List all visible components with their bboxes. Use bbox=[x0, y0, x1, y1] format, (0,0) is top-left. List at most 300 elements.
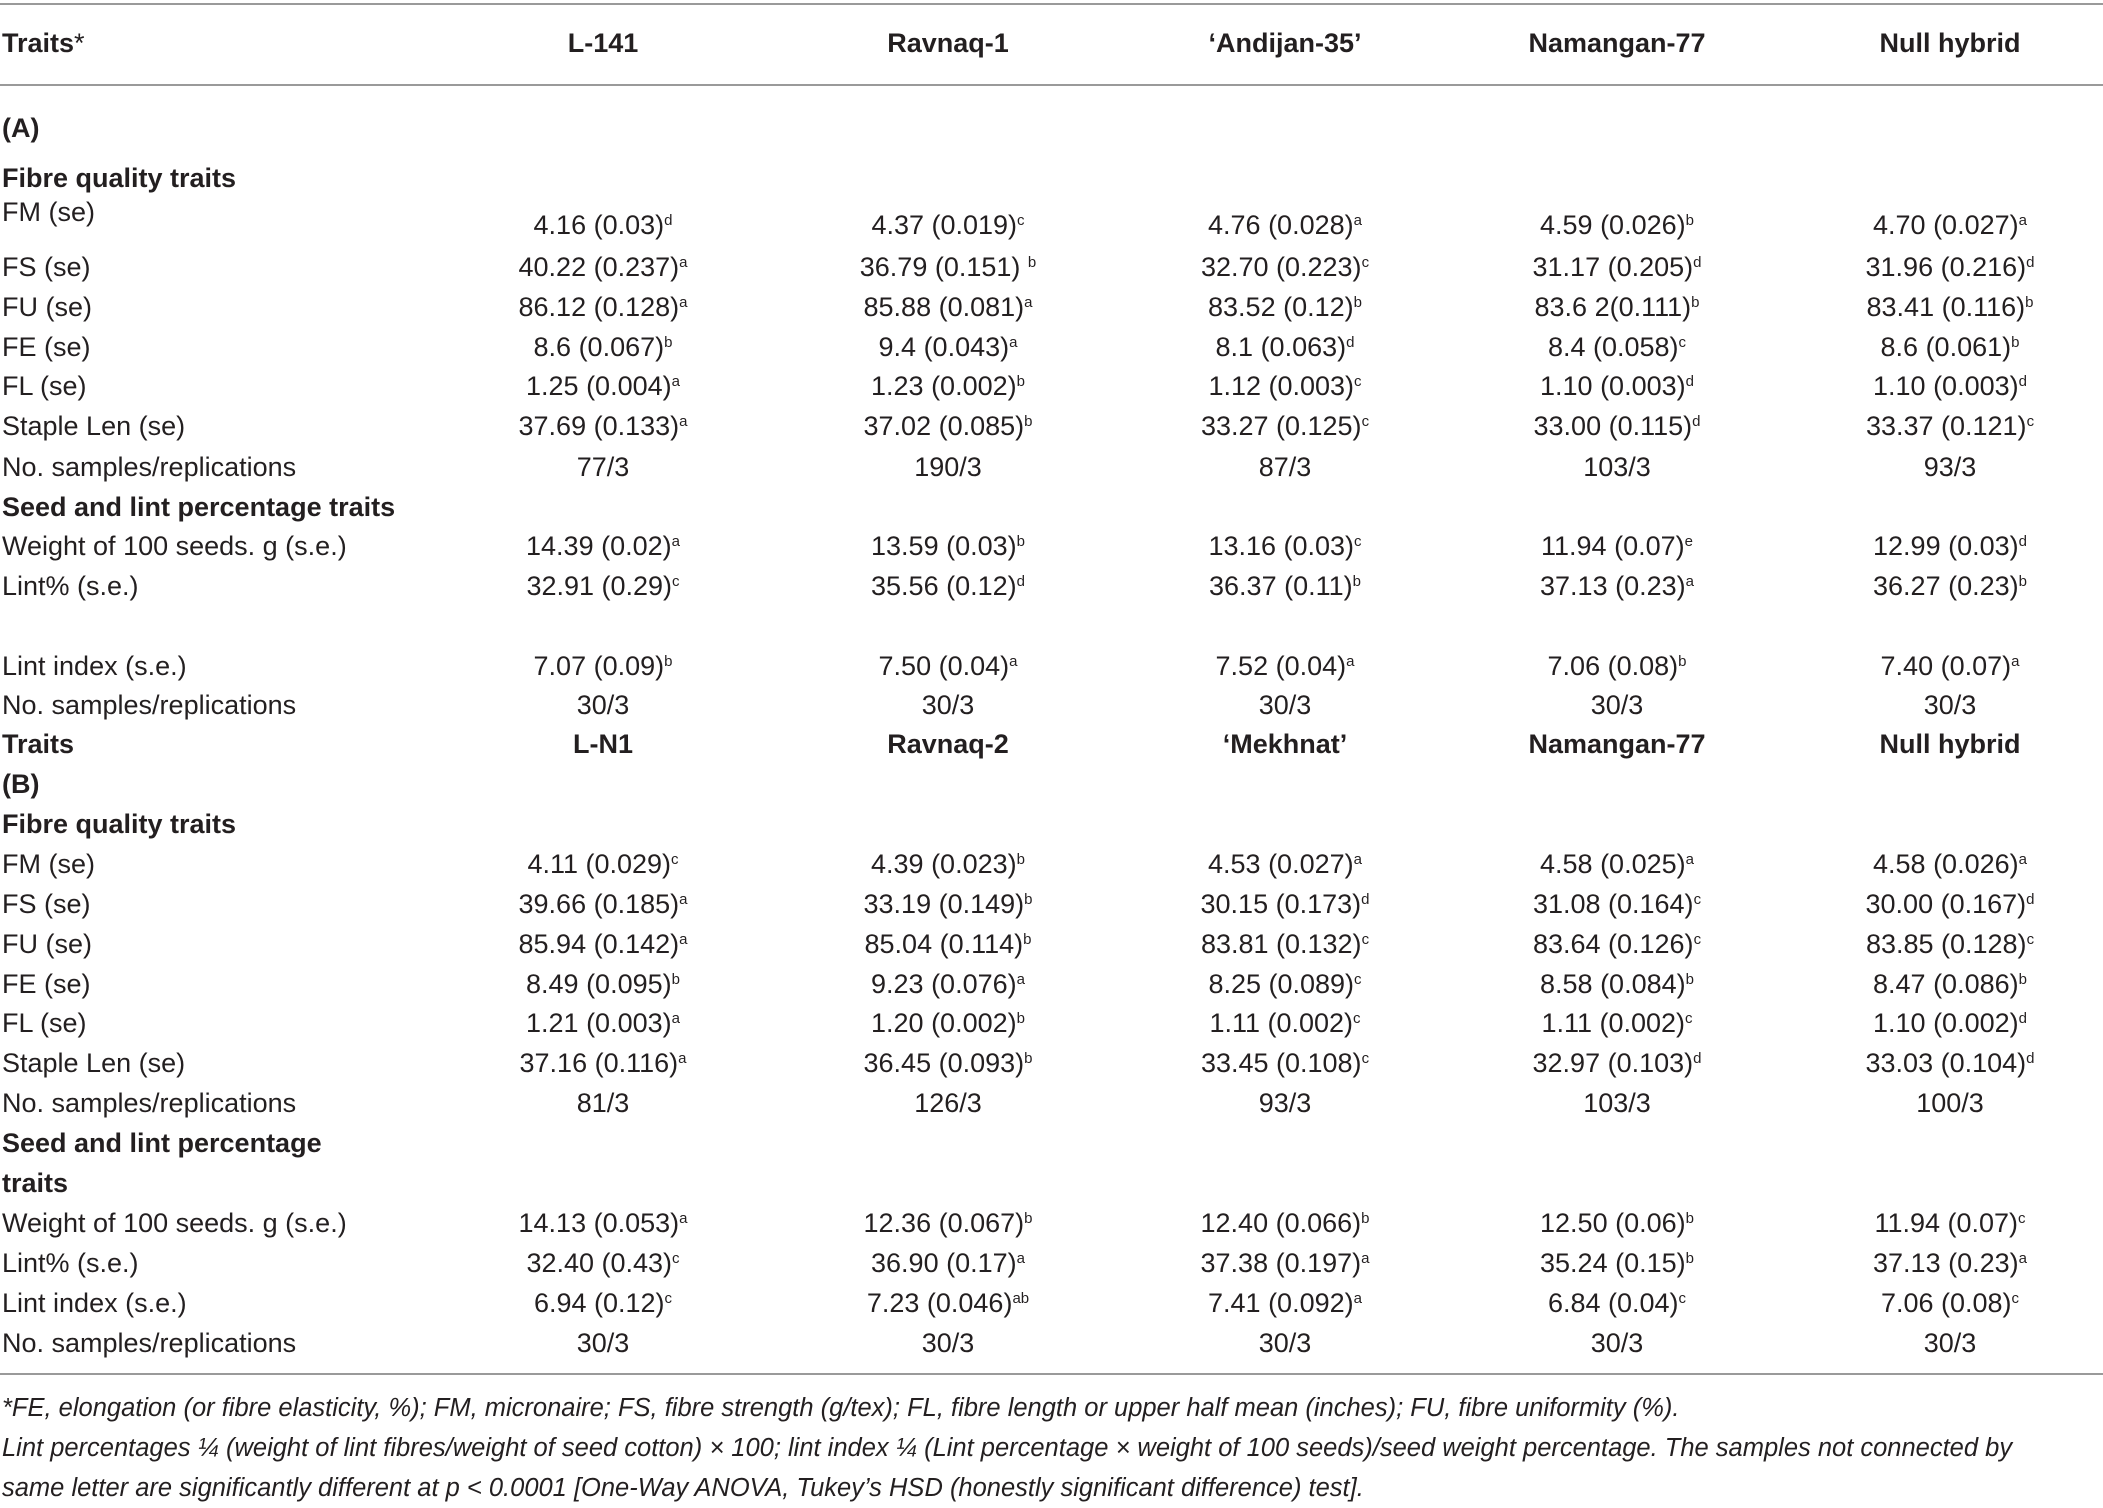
significance-letter: a bbox=[1353, 851, 1362, 868]
cell-value: 32.40 (0.43) bbox=[526, 1248, 673, 1278]
table-cell bbox=[1452, 252, 1782, 283]
table-cell bbox=[438, 1208, 768, 1239]
trait-label: FM (se) bbox=[2, 849, 95, 879]
table-cell bbox=[438, 1048, 768, 1079]
traits-header-text: Traits bbox=[2, 28, 75, 58]
significance-letter: d bbox=[2018, 533, 2027, 550]
table-cell bbox=[1120, 1248, 1450, 1279]
column-header: Namangan-77 bbox=[1528, 729, 1706, 759]
seed-lint-label-continued: traits bbox=[2, 1168, 69, 1198]
significance-letter: b bbox=[1685, 212, 1694, 229]
significance-letter: b bbox=[1023, 931, 1032, 948]
cell-value: 37.16 (0.116) bbox=[519, 1048, 679, 1078]
trait-label: Lint index (s.e.) bbox=[2, 651, 187, 681]
cell-value: 35.24 (0.15) bbox=[1540, 1248, 1686, 1278]
cell-value: 100/3 bbox=[1916, 1088, 1984, 1118]
table-cell bbox=[783, 1288, 1113, 1319]
trait-label: FL (se) bbox=[2, 371, 87, 401]
cell-value: 7.40 (0.07) bbox=[1880, 651, 2012, 681]
trait-label: No. samples/replications bbox=[2, 690, 297, 720]
trait-label: Staple Len (se) bbox=[2, 1048, 186, 1078]
table-cell bbox=[1452, 332, 1782, 363]
cell-value: 4.16 (0.03) bbox=[533, 210, 665, 240]
table-cell bbox=[438, 651, 768, 682]
significance-letter: b bbox=[1016, 851, 1025, 868]
top-rule bbox=[0, 3, 2103, 5]
column-header: Ravnaq-1 bbox=[887, 28, 1009, 58]
significance-letter: b bbox=[1016, 533, 1025, 550]
significance-letter: a bbox=[1685, 573, 1694, 590]
significance-letter: c bbox=[1354, 533, 1362, 550]
cell-value: 30/3 bbox=[1258, 690, 1312, 720]
significance-letter: a bbox=[679, 254, 688, 271]
cell-value: 81/3 bbox=[576, 1088, 630, 1118]
table-cell bbox=[1785, 371, 2103, 402]
table-cell bbox=[1452, 1288, 1782, 1319]
significance-letter: a bbox=[1016, 1250, 1025, 1267]
significance-letter: b bbox=[1024, 1210, 1033, 1227]
cell-value: 9.4 (0.043) bbox=[878, 332, 1010, 362]
trait-label: No. samples/replications bbox=[2, 452, 297, 482]
traits-header-text: Traits bbox=[2, 729, 75, 759]
traits-header bbox=[2, 28, 85, 59]
significance-letter: b bbox=[2011, 334, 2020, 351]
significance-letter: c bbox=[1361, 931, 1370, 948]
significance-letter: b bbox=[1027, 254, 1037, 271]
table-cell bbox=[1120, 969, 1450, 1000]
table-cell bbox=[1120, 292, 1450, 323]
table-row bbox=[0, 1004, 2103, 1044]
table-cell bbox=[1452, 210, 1782, 241]
cell-value: 36.90 (0.17) bbox=[871, 1248, 1017, 1278]
table-cell bbox=[783, 292, 1113, 323]
significance-letter: a bbox=[2018, 212, 2027, 229]
table-cell bbox=[1120, 210, 1450, 241]
fibre-quality-label: Fibre quality traits bbox=[2, 163, 237, 193]
section-label-row bbox=[0, 109, 2103, 149]
cell-value: 30/3 bbox=[1590, 1328, 1644, 1358]
table-cell bbox=[1120, 252, 1450, 283]
table-cell bbox=[1452, 452, 1782, 483]
table-cell bbox=[438, 411, 768, 442]
table-cell bbox=[783, 210, 1113, 241]
cell-value: 1.23 (0.002) bbox=[871, 371, 1017, 401]
trait-label: FM (se) bbox=[2, 197, 95, 227]
table-cell bbox=[438, 1328, 768, 1359]
significance-letter: b bbox=[1353, 294, 1362, 311]
table-row bbox=[0, 1244, 2103, 1284]
significance-letter: d bbox=[1361, 891, 1370, 908]
table-row bbox=[0, 448, 2103, 488]
table-row bbox=[0, 248, 2103, 288]
cell-value: 32.91 (0.29) bbox=[526, 571, 673, 601]
cell-value: 37.38 (0.197) bbox=[1200, 1248, 1362, 1278]
cell-value: 83.6 2(0.111) bbox=[1534, 292, 1692, 322]
table-row bbox=[0, 885, 2103, 925]
group-label-row bbox=[0, 159, 2103, 199]
table-cell bbox=[1452, 1208, 1782, 1239]
significance-letter: c bbox=[1354, 373, 1362, 390]
table-cell bbox=[1785, 1088, 2103, 1119]
cell-value: 83.64 (0.126) bbox=[1532, 929, 1694, 959]
table-cell bbox=[1785, 531, 2103, 562]
header-rule bbox=[0, 84, 2103, 86]
table-cell bbox=[1120, 651, 1450, 682]
table-row bbox=[0, 1204, 2103, 1244]
table-cell bbox=[1452, 1328, 1782, 1359]
cell-value: 7.23 (0.046) bbox=[866, 1288, 1013, 1318]
significance-letter: c bbox=[1017, 212, 1025, 229]
cell-value: 31.08 (0.164) bbox=[1532, 889, 1694, 919]
cell-value: 7.07 (0.09) bbox=[533, 651, 665, 681]
table-cell bbox=[438, 1248, 768, 1279]
significance-letter: a bbox=[1009, 653, 1018, 670]
significance-letter: a bbox=[1024, 294, 1033, 311]
trait-label: Lint% (s.e.) bbox=[2, 571, 139, 601]
table-cell bbox=[1785, 889, 2103, 920]
section-b-label: (B) bbox=[2, 769, 40, 799]
column-header: Null hybrid bbox=[1879, 729, 2021, 759]
table-cell bbox=[1120, 849, 1450, 880]
table-row bbox=[0, 407, 2103, 447]
significance-letter: c bbox=[1353, 1010, 1361, 1027]
trait-label: FU (se) bbox=[2, 292, 92, 322]
table-cell bbox=[1452, 889, 1782, 920]
table-cell bbox=[1452, 1048, 1782, 1079]
cell-value: 4.58 (0.026) bbox=[1873, 849, 2019, 879]
table-cell bbox=[1452, 969, 1782, 1000]
table-cell bbox=[1120, 531, 1450, 562]
table-cell bbox=[783, 929, 1113, 960]
significance-letter: c bbox=[672, 1250, 680, 1267]
cell-value: 30.00 (0.167) bbox=[1865, 889, 2027, 919]
table-cell bbox=[438, 332, 768, 363]
table-row bbox=[0, 845, 2103, 885]
table-cell bbox=[1785, 332, 2103, 363]
table-cell bbox=[1785, 969, 2103, 1000]
significance-letter: c bbox=[1678, 1290, 1687, 1307]
table-cell bbox=[783, 1088, 1113, 1119]
cell-value: 31.96 (0.216) bbox=[1865, 252, 2027, 282]
cell-value: 13.59 (0.03) bbox=[871, 531, 1017, 561]
cell-value: 4.11 (0.029) bbox=[527, 849, 672, 879]
table-row bbox=[0, 567, 2103, 607]
trait-label: Lint% (s.e.) bbox=[2, 1248, 139, 1278]
trait-label: Staple Len (se) bbox=[2, 411, 186, 441]
cell-value: 85.88 (0.081) bbox=[863, 292, 1025, 322]
bottom-rule bbox=[0, 1373, 2103, 1375]
table-cell bbox=[783, 1328, 1113, 1359]
table-cell bbox=[1120, 371, 1450, 402]
cell-value: 12.50 (0.06) bbox=[1540, 1208, 1686, 1238]
cell-value: 33.27 (0.125) bbox=[1200, 411, 1362, 441]
cell-value: 37.69 (0.133) bbox=[518, 411, 680, 441]
column-header: L-141 bbox=[567, 28, 639, 58]
cell-value: 1.21 (0.003) bbox=[526, 1008, 672, 1038]
table-cell bbox=[1120, 1288, 1450, 1319]
cell-value: 85.94 (0.142) bbox=[518, 929, 680, 959]
cell-value: 1.12 (0.003) bbox=[1208, 371, 1355, 401]
significance-letter: a bbox=[679, 1210, 688, 1227]
cell-value: 9.23 (0.076) bbox=[871, 969, 1017, 999]
cell-value: 87/3 bbox=[1258, 452, 1312, 482]
cell-value: 86.12 (0.128) bbox=[518, 292, 680, 322]
cell-value: 4.58 (0.025) bbox=[1540, 849, 1686, 879]
cell-value: 30.15 (0.173) bbox=[1200, 889, 1362, 919]
table-cell bbox=[783, 332, 1113, 363]
significance-letter: a bbox=[679, 413, 688, 430]
table-cell bbox=[1785, 571, 2103, 602]
table-cell bbox=[1452, 292, 1782, 323]
table-cell bbox=[438, 210, 768, 241]
table-row bbox=[0, 686, 2103, 726]
significance-letter: a bbox=[1009, 334, 1018, 351]
fibre-quality-label: Fibre quality traits bbox=[2, 809, 237, 839]
table-cell bbox=[438, 889, 768, 920]
table-cell bbox=[1785, 292, 2103, 323]
table-cell bbox=[438, 1088, 768, 1119]
significance-letter: b bbox=[1352, 573, 1361, 590]
table-cell bbox=[1785, 849, 2103, 880]
table-row bbox=[0, 965, 2103, 1005]
table-cell bbox=[1785, 1048, 2103, 1079]
significance-letter: d bbox=[2018, 1010, 2027, 1027]
cell-value: 30/3 bbox=[921, 690, 975, 720]
significance-letter: b bbox=[671, 971, 680, 988]
cell-value: 33.45 (0.108) bbox=[1200, 1048, 1362, 1078]
significance-letter: c bbox=[1361, 1050, 1370, 1067]
group-label-row bbox=[0, 1124, 2103, 1164]
significance-letter: a bbox=[1361, 1250, 1370, 1267]
cell-value: 33.00 (0.115) bbox=[1533, 411, 1693, 441]
cell-value: 37.13 (0.23) bbox=[1540, 571, 1686, 601]
significance-letter: b bbox=[1685, 1210, 1694, 1227]
table-footnotes bbox=[2, 1388, 2097, 1508]
significance-letter: b bbox=[1016, 373, 1025, 390]
significance-letter: d bbox=[1346, 334, 1355, 351]
cell-value: 1.11 (0.002) bbox=[1209, 1008, 1354, 1038]
significance-letter: c bbox=[1361, 413, 1370, 430]
cell-value: 83.52 (0.12) bbox=[1208, 292, 1354, 322]
cell-value: 190/3 bbox=[914, 452, 982, 482]
column-header: Namangan-77 bbox=[1528, 28, 1706, 58]
table-cell bbox=[1785, 1008, 2103, 1039]
seed-lint-label: Seed and lint percentage bbox=[2, 1128, 322, 1158]
significance-letter: d bbox=[1693, 254, 1702, 271]
significance-letter: d bbox=[1685, 373, 1694, 390]
table-cell bbox=[1120, 411, 1450, 442]
table-cell bbox=[783, 252, 1113, 283]
table-cell bbox=[1785, 1248, 2103, 1279]
cell-value: 8.47 (0.086) bbox=[1873, 969, 2019, 999]
significance-letter: d bbox=[2026, 891, 2035, 908]
cell-value: 8.1 (0.063) bbox=[1215, 332, 1347, 362]
cell-value: 8.49 (0.095) bbox=[526, 969, 672, 999]
table-cell bbox=[438, 1008, 768, 1039]
cell-value: 1.10 (0.003) bbox=[1873, 371, 2019, 401]
cell-value: 8.25 (0.089) bbox=[1208, 969, 1355, 999]
cell-value: 103/3 bbox=[1583, 1088, 1651, 1118]
cell-value: 11.94 (0.07) bbox=[1874, 1208, 2019, 1238]
significance-letter: b bbox=[2018, 573, 2027, 590]
significance-letter: b bbox=[1685, 971, 1694, 988]
cell-value: 39.66 (0.185) bbox=[518, 889, 680, 919]
group-label-row bbox=[0, 488, 2103, 528]
footnote-asterisk: * bbox=[74, 28, 85, 58]
table-cell bbox=[1785, 651, 2103, 682]
significance-letter: c bbox=[1693, 931, 1702, 948]
table-cell bbox=[783, 452, 1113, 483]
cell-value: 32.70 (0.223) bbox=[1200, 252, 1362, 282]
cell-value: 8.58 (0.084) bbox=[1540, 969, 1686, 999]
cell-value: 14.39 (0.02) bbox=[526, 531, 672, 561]
table-cell bbox=[438, 371, 768, 402]
table-row bbox=[0, 288, 2103, 328]
significance-letter: a bbox=[2011, 653, 2020, 670]
table-row bbox=[0, 197, 2103, 246]
table-cell bbox=[1785, 411, 2103, 442]
table-cell bbox=[1452, 371, 1782, 402]
cell-value: 30/3 bbox=[1923, 690, 1977, 720]
footnote-line: Lint percentages ¼ (weight of lint fibres/weight of seed cotton) × 100; lint index ¼ (Lint percentage × weight of 100 seeds)/seed weight percentage. The samples not connected by bbox=[2, 1434, 2013, 1462]
table-cell bbox=[438, 292, 768, 323]
cell-value: 33.03 (0.104) bbox=[1865, 1048, 2027, 1078]
significance-letter: b bbox=[1678, 653, 1687, 670]
significance-letter: d bbox=[1016, 573, 1025, 590]
cell-value: 8.4 (0.058) bbox=[1547, 332, 1679, 362]
table-cell bbox=[1452, 411, 1782, 442]
significance-letter: e bbox=[1684, 533, 1693, 550]
significance-letter: a bbox=[678, 1050, 687, 1067]
table-cell bbox=[783, 889, 1113, 920]
table-cell bbox=[1785, 1208, 2103, 1239]
significance-letter: a bbox=[671, 373, 680, 390]
trait-label: Weight of 100 seeds. g (s.e.) bbox=[2, 531, 347, 561]
significance-letter: d bbox=[1693, 1050, 1702, 1067]
significance-letter: c bbox=[1361, 254, 1370, 271]
trait-label: FS (se) bbox=[2, 252, 91, 282]
cell-value: 77/3 bbox=[576, 452, 630, 482]
cell-value: 36.79 (0.151) bbox=[859, 252, 1028, 282]
table-cell bbox=[1785, 929, 2103, 960]
table-cell bbox=[783, 849, 1113, 880]
cell-value: 14.13 (0.053) bbox=[518, 1208, 680, 1238]
trait-label: FU (se) bbox=[2, 929, 92, 959]
significance-letter: c bbox=[2026, 931, 2035, 948]
table-cell bbox=[783, 969, 1113, 1000]
significance-letter: a bbox=[2018, 1250, 2027, 1267]
cell-value: 36.37 (0.11) bbox=[1209, 571, 1353, 601]
cell-value: 4.70 (0.027) bbox=[1873, 210, 2019, 240]
table-cell bbox=[438, 969, 768, 1000]
table-cell bbox=[438, 690, 768, 721]
significance-letter: b bbox=[2018, 971, 2027, 988]
table-row bbox=[0, 367, 2103, 407]
significance-letter: c bbox=[2026, 413, 2035, 430]
significance-letter: b bbox=[1685, 1250, 1694, 1267]
significance-letter: c bbox=[672, 573, 680, 590]
table-cell bbox=[1785, 1328, 2103, 1359]
table-cell bbox=[783, 1008, 1113, 1039]
significance-letter: a bbox=[2018, 851, 2027, 868]
column-header-row bbox=[0, 24, 2103, 64]
table-row bbox=[0, 1044, 2103, 1084]
cell-value: 85.04 (0.114) bbox=[864, 929, 1024, 959]
cell-value: 33.37 (0.121) bbox=[1865, 411, 2027, 441]
footnote-line: same letter are significantly different at p < 0.0001 [One-Way ANOVA, Tukey’s HSD (honestly significant difference) test]. bbox=[2, 1474, 1364, 1502]
table-cell bbox=[1120, 332, 1450, 363]
significance-letter: c bbox=[2011, 1290, 2020, 1307]
cell-value: 8.6 (0.061) bbox=[1880, 332, 2012, 362]
table-cell bbox=[1452, 690, 1782, 721]
cell-value: 33.19 (0.149) bbox=[863, 889, 1025, 919]
table-cell bbox=[783, 1208, 1113, 1239]
significance-letter: b bbox=[1024, 1050, 1033, 1067]
cell-value: 12.40 (0.066) bbox=[1200, 1208, 1362, 1238]
cell-value: 37.13 (0.23) bbox=[1873, 1248, 2019, 1278]
cell-value: 1.10 (0.003) bbox=[1540, 371, 1686, 401]
table-cell bbox=[1120, 929, 1450, 960]
significance-letter: b bbox=[664, 334, 673, 351]
significance-letter: d bbox=[2026, 1050, 2035, 1067]
cell-value: 8.6 (0.067) bbox=[533, 332, 665, 362]
cell-value: 30/3 bbox=[921, 1328, 975, 1358]
significance-letter: b bbox=[1024, 413, 1033, 430]
significance-letter: a bbox=[1685, 851, 1694, 868]
table-cell bbox=[1452, 1008, 1782, 1039]
significance-letter: a bbox=[1353, 1290, 1362, 1307]
trait-label: FE (se) bbox=[2, 332, 91, 362]
table-row bbox=[0, 925, 2103, 965]
significance-letter: c bbox=[1678, 334, 1687, 351]
cell-value: 12.99 (0.03) bbox=[1873, 531, 2019, 561]
section-a-label: (A) bbox=[2, 113, 40, 143]
seed-lint-label: Seed and lint percentage traits bbox=[2, 492, 396, 522]
cell-value: 35.56 (0.12) bbox=[871, 571, 1017, 601]
cell-value: 4.53 (0.027) bbox=[1208, 849, 1354, 879]
column-header: Null hybrid bbox=[1879, 28, 2021, 58]
table-row bbox=[0, 647, 2103, 687]
cell-value: 4.76 (0.028) bbox=[1208, 210, 1354, 240]
cell-value: 36.27 (0.23) bbox=[1873, 571, 2019, 601]
group-label-row bbox=[0, 805, 2103, 845]
table-cell bbox=[783, 651, 1113, 682]
significance-letter: c bbox=[1685, 1010, 1693, 1027]
cell-value: 7.41 (0.092) bbox=[1208, 1288, 1354, 1318]
table-cell bbox=[438, 929, 768, 960]
table-cell bbox=[783, 411, 1113, 442]
table-cell bbox=[1120, 690, 1450, 721]
cell-value: 126/3 bbox=[914, 1088, 982, 1118]
column-header: L-N1 bbox=[573, 729, 633, 759]
table-cell bbox=[1120, 571, 1450, 602]
cell-value: 37.02 (0.085) bbox=[863, 411, 1025, 441]
significance-letter: a bbox=[671, 1010, 680, 1027]
significance-letter: d bbox=[1692, 413, 1701, 430]
table-cell bbox=[1452, 929, 1782, 960]
column-header: Ravnaq-2 bbox=[887, 729, 1009, 759]
trait-label: No. samples/replications bbox=[2, 1088, 297, 1118]
table-cell bbox=[1120, 889, 1450, 920]
table-cell bbox=[1452, 651, 1782, 682]
significance-letter: d bbox=[2018, 373, 2027, 390]
table-cell bbox=[1785, 1288, 2103, 1319]
table-cell bbox=[1120, 1008, 1450, 1039]
table-row bbox=[0, 1324, 2103, 1364]
significance-letter: a bbox=[1346, 653, 1355, 670]
cell-value: 6.84 (0.04) bbox=[1547, 1288, 1679, 1318]
cell-value: 7.52 (0.04) bbox=[1215, 651, 1347, 681]
